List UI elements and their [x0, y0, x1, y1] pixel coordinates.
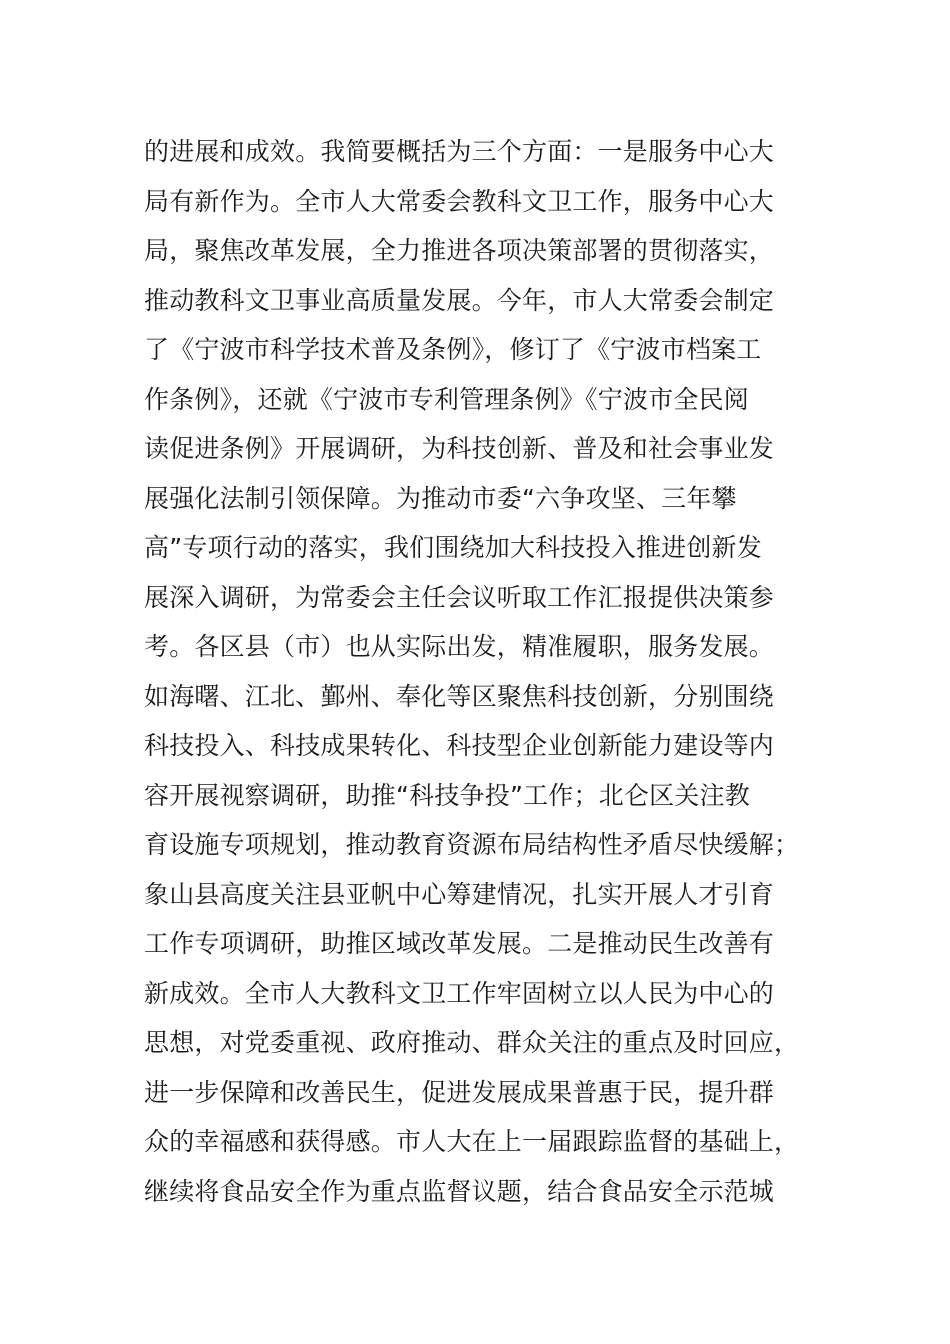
text-line: 高”专项行动的落实，我们围绕加大科技投入推进创新发 [144, 533, 762, 562]
text-line: 工作专项调研，助推区域改革发展。二是推动民生改善有 [144, 929, 775, 958]
text-line: 继续将食品安全作为重点监督议题，结合食品安全示范城 [144, 1176, 775, 1206]
text-line: 的进展和成效。我简要概括为三个方面：一是服务中心大 [144, 137, 775, 166]
text-line: 科技投入、科技成果转化、科技型企业创新能力建设等内 [144, 731, 775, 760]
body-paragraph [144, 127, 824, 1216]
text-line: 考。各区县（市）也从实际出发，精准履职，服务发展。 [144, 632, 775, 661]
text-line: 如海曙、江北、鄞州、奉化等区聚焦科技创新，分别围绕 [144, 681, 775, 711]
text-line: 进一步保障和改善民生，促进发展成果普惠于民，提升群 [144, 1077, 775, 1107]
text-line: 展深入调研，为常委会主任会议听取工作汇报提供决策参 [144, 582, 775, 612]
text-line: 象山县高度关注县亚帆中心筹建情况，扎实开展人才引育 [144, 879, 775, 909]
text-line: 众的幸福感和获得感。市人大在上一届跟踪监督的基础上， [144, 1127, 800, 1156]
text-line: 新成效。全市人大教科文卫工作牢固树立以人民为中心的 [144, 978, 775, 1008]
text-line: 育设施专项规划，推动教育资源布局结构性矛盾尽快缓解； [144, 830, 800, 859]
text-line: 容开展视察调研，助推“科技争投”工作；北仑区关注教 [144, 780, 750, 810]
text-line: 推动教科文卫事业高质量发展。今年，市人大常委会制定 [144, 285, 775, 315]
text-line: 局有新作为。全市人大常委会教科文卫工作，服务中心大 [144, 186, 775, 216]
text-line: 作条例》，还就《宁波市专利管理条例》《宁波市全民阅 [144, 384, 750, 414]
text-line: 展强化法制引领保障。为推动市委“六争攻坚、三年攀 [144, 483, 737, 513]
text-line: 思想，对党委重视、政府推动、群众关注的重点及时回应， [144, 1028, 800, 1057]
text-line: 读促进条例》开展调研，为科技创新、普及和社会事业发 [144, 434, 775, 463]
text-line: 局，聚焦改革发展，全力推进各项决策部署的贯彻落实， [144, 236, 775, 265]
text-line: 了《宁波市科学技术普及条例》，修订了《宁波市档案工 [144, 335, 762, 364]
